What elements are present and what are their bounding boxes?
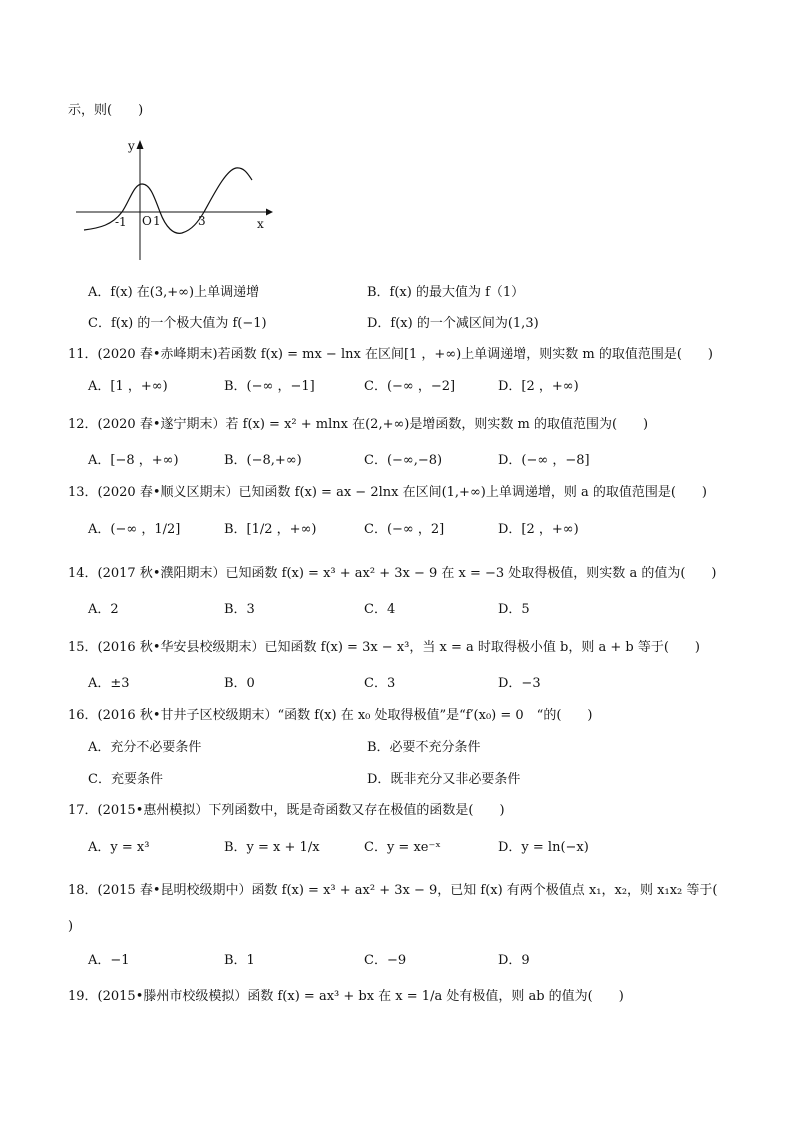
option-d: D．(−∞ ，−8] xyxy=(498,453,590,468)
y-axis-arrow-icon xyxy=(137,140,144,149)
option-b: B．(−∞ ，−1] xyxy=(224,379,315,394)
question-lead-text: 示，则( ) xyxy=(68,103,144,118)
origin-label: O xyxy=(142,214,152,228)
question-18-continuation: ) xyxy=(68,919,74,934)
function-curve xyxy=(84,168,252,233)
option-b: B．y = x + 1/x xyxy=(224,840,320,855)
option-c: C．(−∞ ，−2] xyxy=(364,379,456,394)
option-d: D．9 xyxy=(498,953,530,968)
option-a: A．[1 ，+∞) xyxy=(88,379,168,394)
function-graph xyxy=(70,132,280,262)
tick-label-three: 3 xyxy=(198,214,206,228)
option-d: D．5 xyxy=(498,602,530,617)
option-d: D．[2 ，+∞) xyxy=(498,522,579,537)
option-c: C．(−∞ ，2] xyxy=(364,522,445,537)
x-axis-arrow-icon xyxy=(266,209,273,216)
question-15-text: 15．(2016 秋•华安县校级期末）已知函数 f(x) = 3x − x³，当 x = a 时取得极小值 b，则 a + b 等于( ) xyxy=(68,640,700,655)
option-b: B．f(x) 的最大值为 f（1） xyxy=(367,285,525,300)
option-d: D．既非充分又非必要条件 xyxy=(367,772,521,787)
option-a: A．(−∞ ，1/2] xyxy=(88,522,181,537)
option-c: C．−9 xyxy=(364,953,407,968)
option-d: D．y = ln(−x) xyxy=(498,840,589,855)
tick-label-one: 1 xyxy=(153,214,161,228)
y-axis-label: y xyxy=(128,139,135,153)
question-11-text: 11．(2020 春•赤峰期末)若函数 f(x) = mx − lnx 在区间[1 ，+∞)上单调递增，则实数 m 的取值范围是( ) xyxy=(68,347,713,362)
option-d: D．−3 xyxy=(498,676,541,691)
tick-label-minus-one: -1 xyxy=(115,215,127,229)
question-13-text: 13．(2020 春•顺义区期末）已知函数 f(x) = ax − 2lnx 在区间(1,+∞)上单调递增，则 a 的取值范围是( ) xyxy=(68,485,708,500)
option-d: D．[2 ，+∞) xyxy=(498,379,579,394)
option-c: C．y = xe⁻ˣ xyxy=(364,840,441,855)
question-14-text: 14．(2017 秋•濮阳期末）已知函数 f(x) = x³ + ax² + 3x − 9 在 x = −3 处取得极值，则实数 a 的值为( ) xyxy=(68,566,717,581)
option-c: C．充要条件 xyxy=(88,772,163,787)
option-a: A．2 xyxy=(88,602,119,617)
question-12-text: 12．(2020 春•遂宁期末）若 f(x) = x² + mlnx 在(2,+∞)是增函数，则实数 m 的取值范围为( ) xyxy=(68,417,649,432)
option-a: A．[−8 ，+∞) xyxy=(88,453,179,468)
option-b: B．(−8,+∞) xyxy=(224,453,302,468)
option-a: A．充分不必要条件 xyxy=(88,740,202,755)
option-b: B．必要不充分条件 xyxy=(367,740,481,755)
question-17-text: 17．(2015•惠州模拟）下列函数中，既是奇函数又存在极值的函数是( ) xyxy=(68,803,505,818)
question-18-text: 18．(2015 春•昆明校级期中）函数 f(x) = x³ + ax² + 3x − 9，已知 f(x) 有两个极值点 x₁，x₂，则 x₁x₂ 等于( xyxy=(68,883,718,898)
option-b: B．1 xyxy=(224,953,255,968)
option-c: C．f(x) 的一个极大值为 f(−1) xyxy=(88,316,267,331)
option-a: A．−1 xyxy=(88,953,130,968)
option-a: A．f(x) 在(3,+∞)上单调递增 xyxy=(88,285,260,300)
option-b: B．3 xyxy=(224,602,255,617)
question-16-text: 16．(2016 秋•甘井子区校级期末）“函数 f(x) 在 x₀ 处取得极值”是“f′(x₀) = 0 “的( ) xyxy=(68,708,593,723)
option-c: C．4 xyxy=(364,602,396,617)
question-19-text: 19．(2015•滕州市校级模拟）函数 f(x) = ax³ + bx 在 x = 1/a 处有极值，则 ab 的值为( ) xyxy=(68,989,624,1004)
option-c: C．(−∞,−8) xyxy=(364,453,443,468)
option-a: A．y = x³ xyxy=(88,840,150,855)
option-b: B．[1/2 ，+∞) xyxy=(224,522,317,537)
option-d: D．f(x) 的一个减区间为(1,3) xyxy=(367,316,539,331)
option-a: A．±3 xyxy=(88,676,130,691)
option-c: C．3 xyxy=(364,676,396,691)
option-b: B．0 xyxy=(224,676,255,691)
x-axis-label: x xyxy=(257,217,264,231)
